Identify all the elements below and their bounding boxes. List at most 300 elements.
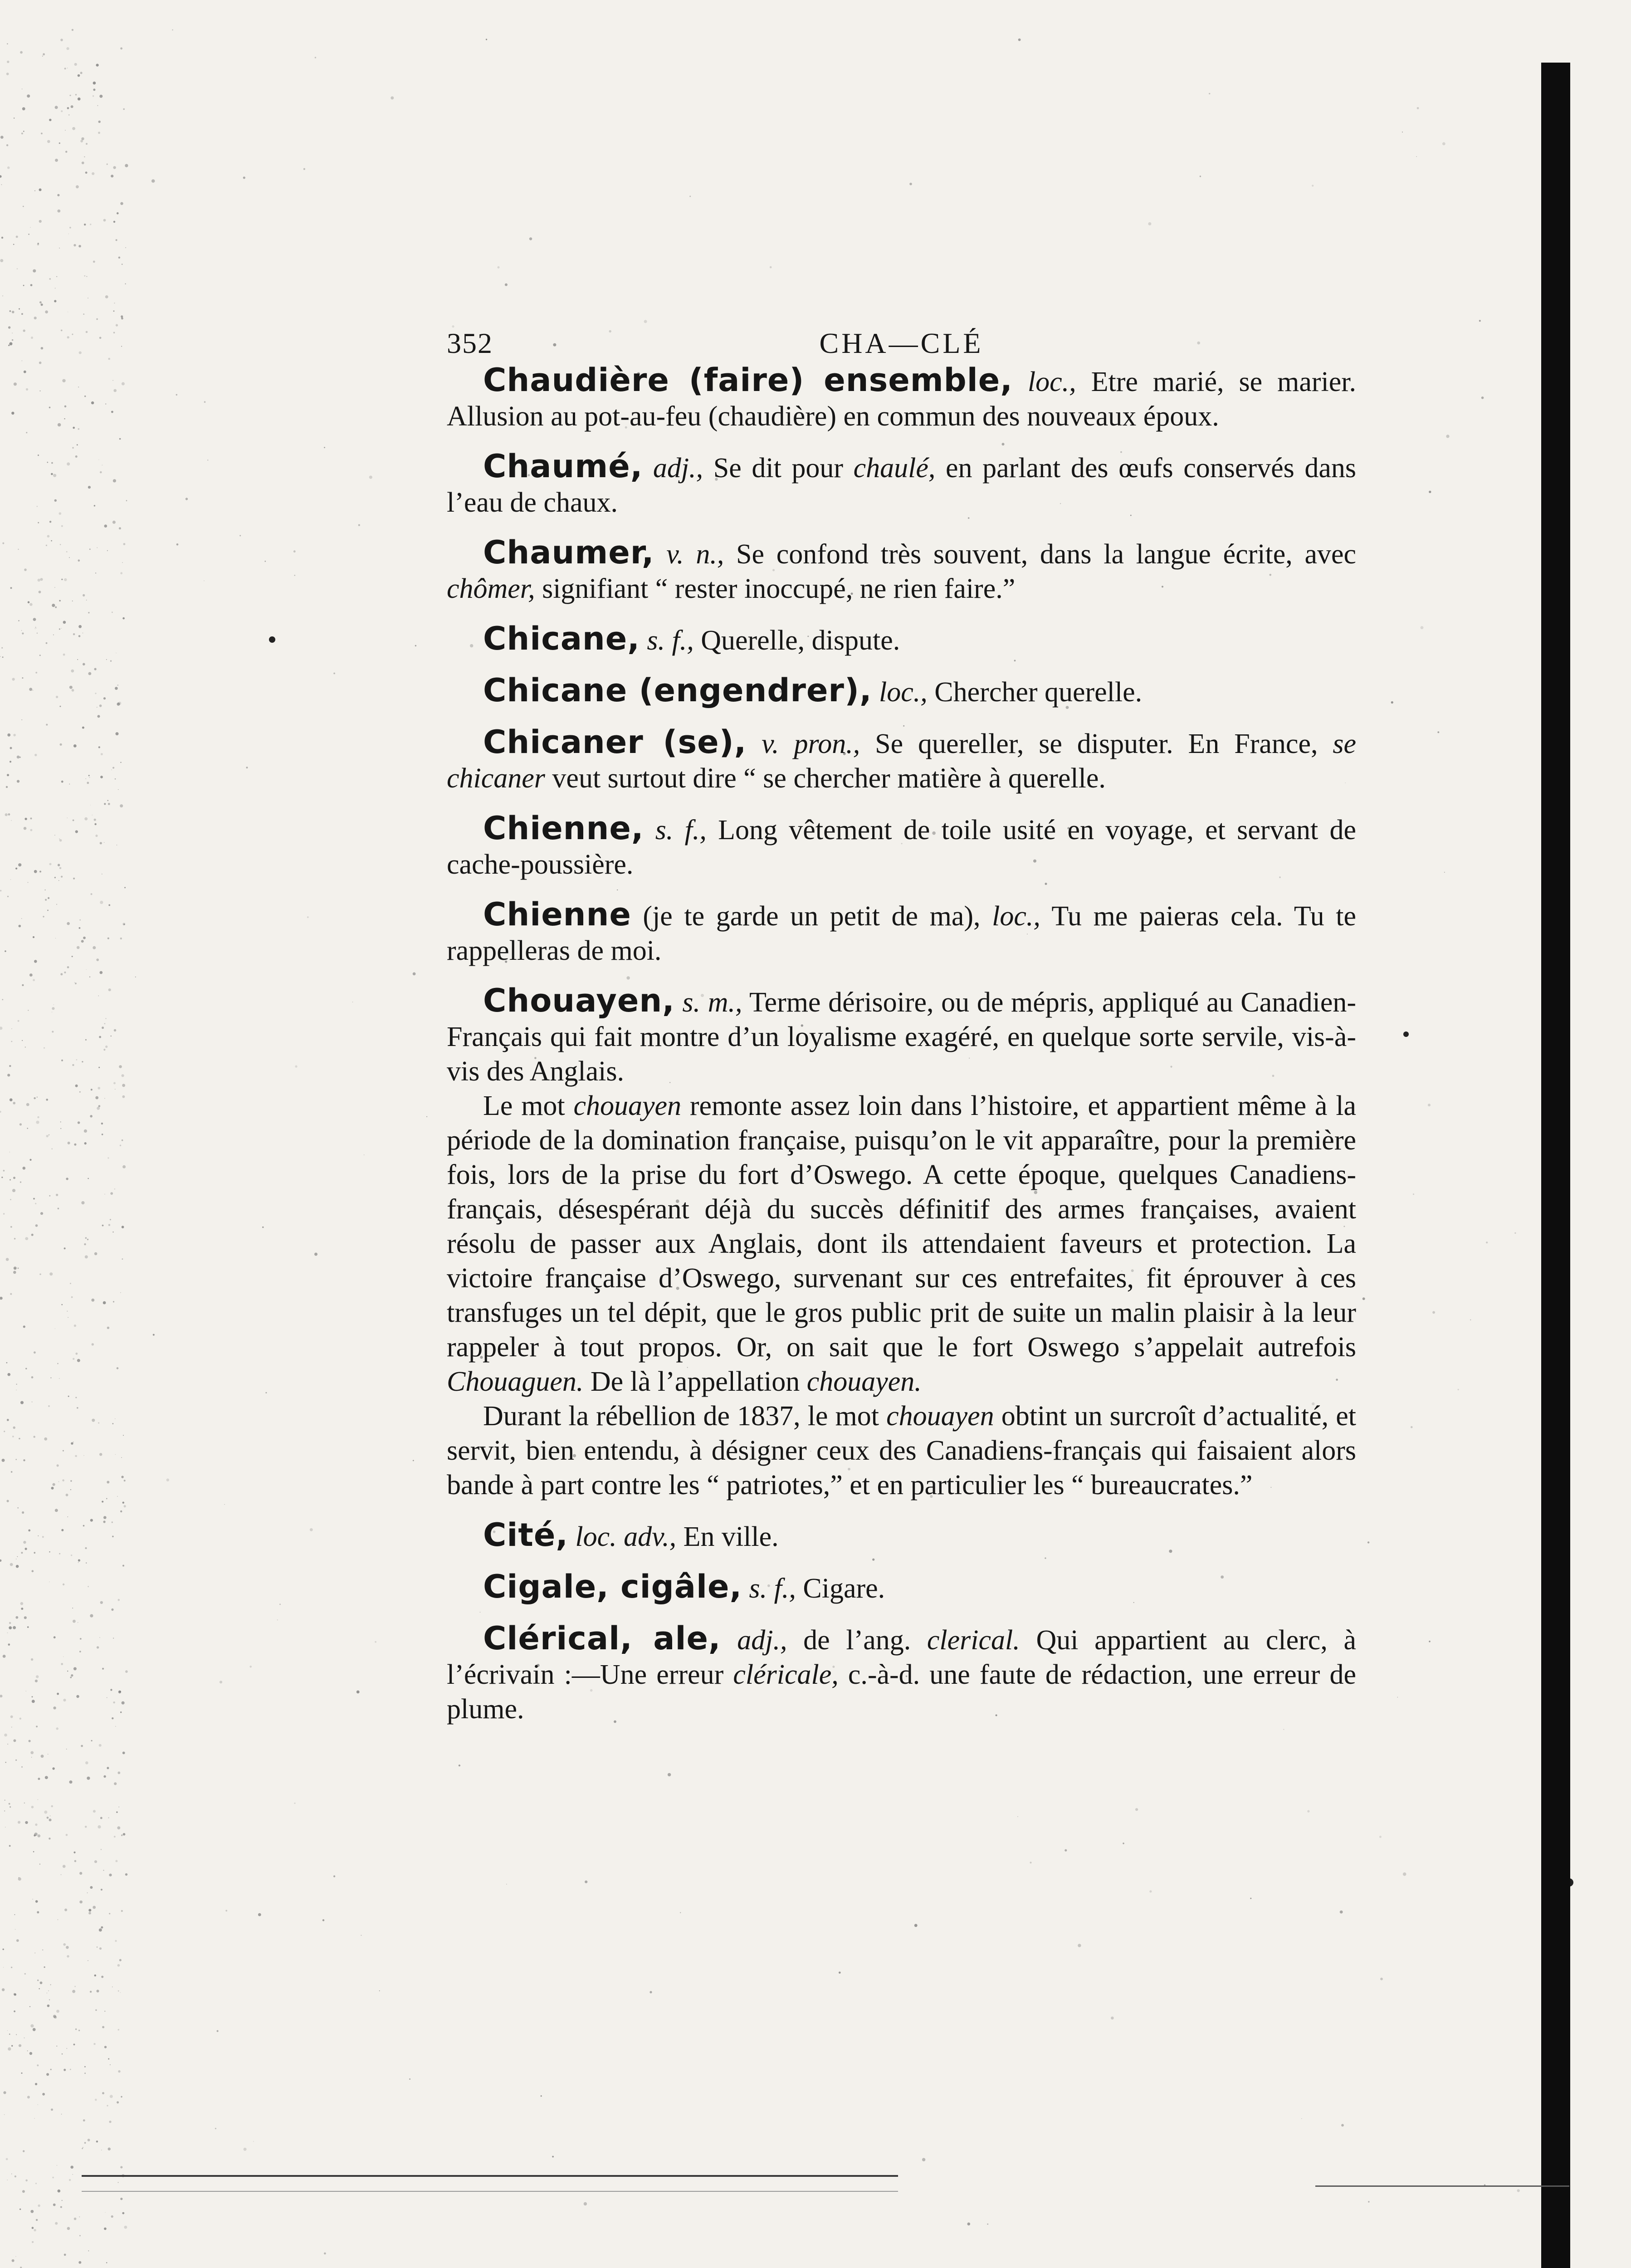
speckle — [121, 2096, 122, 2097]
speckle — [85, 1761, 88, 1765]
speckle — [914, 1924, 918, 1927]
paragraph-text: obtint un surcroît d’actualité, et servit, bien entendu, à désigner ceux des Canadiens-français qui faisaient alors bande à part contre les “ patriotes,” et en particulier les “ bureaucrates.” — [447, 1401, 1356, 1501]
speckle — [64, 578, 67, 581]
speckle — [72, 29, 73, 31]
speckle — [303, 168, 305, 170]
speckle — [2, 1459, 5, 1462]
speckle — [22, 107, 25, 110]
speckle — [104, 1023, 106, 1024]
speckle — [111, 2215, 113, 2218]
speckle — [10, 747, 12, 749]
speckle — [115, 1454, 116, 1455]
speckle — [369, 476, 372, 479]
speckle — [680, 1912, 681, 1913]
speckle — [22, 677, 23, 679]
speckle — [78, 74, 80, 77]
speckle — [49, 1195, 50, 1197]
speckle — [71, 1442, 73, 1445]
speckle — [36, 1121, 39, 1124]
entry-chicane-engendrer — [447, 673, 1356, 709]
speckle — [78, 625, 82, 628]
speckle — [79, 1091, 81, 1093]
speckle — [15, 1459, 17, 1460]
speckle — [21, 132, 23, 134]
speckle — [6, 786, 8, 788]
speckle — [39, 591, 41, 593]
speckle — [13, 1739, 16, 1742]
speckle — [253, 2141, 254, 2142]
speckle — [215, 2128, 216, 2129]
speckle — [38, 1535, 39, 1536]
speckle — [120, 2166, 122, 2168]
speckle — [135, 977, 136, 978]
speckle — [100, 901, 103, 904]
speckle — [119, 438, 121, 440]
speckle — [38, 1834, 41, 1838]
speckle — [122, 1084, 125, 1087]
speckle — [21, 719, 22, 720]
speckle — [108, 2147, 111, 2150]
speckle — [98, 715, 100, 718]
speckle — [19, 308, 20, 310]
speckle — [0, 656, 1, 657]
speckle — [38, 1778, 40, 1780]
speckle — [39, 220, 42, 223]
page-header — [447, 318, 1356, 363]
speckle — [41, 132, 43, 134]
speckle — [9, 342, 12, 345]
speckle — [153, 1334, 155, 1336]
speckle — [4, 1734, 7, 1737]
speckle — [49, 1999, 50, 2000]
speckle — [75, 830, 78, 833]
speckle — [1417, 107, 1419, 109]
speckle — [42, 2093, 45, 2096]
definition: Long vêtement de toile usité en voyage, et servant de cache-poussière. — [447, 815, 1356, 880]
speckle — [18, 549, 19, 550]
speckle — [89, 777, 90, 778]
speckle — [110, 660, 112, 662]
speckle — [77, 1359, 80, 1362]
speckle — [1123, 1843, 1124, 1844]
speckle — [18, 863, 21, 866]
speckle — [102, 2026, 104, 2028]
speckle — [107, 163, 108, 165]
speckle — [46, 1099, 48, 1101]
speckle — [89, 548, 91, 550]
speckle — [69, 784, 70, 785]
speckle — [110, 1192, 113, 1195]
speckle — [31, 1376, 34, 1378]
speckle — [34, 1097, 35, 1099]
speckle — [77, 444, 78, 445]
speckle — [46, 545, 47, 546]
speckle — [49, 119, 51, 121]
italic-term: cléricale, — [733, 1659, 839, 1690]
speckle — [1429, 1641, 1431, 1642]
speckle — [1209, 93, 1210, 94]
speckle — [50, 1984, 51, 1985]
headword: Chienne, — [483, 810, 644, 847]
definition: c.-à-d. une faute de rédaction, une erreur de plume. — [447, 1659, 1356, 1725]
speckle — [552, 2156, 554, 2158]
speckle — [95, 2009, 97, 2011]
grammar-label: v. pron., — [762, 728, 860, 759]
speckle — [92, 1419, 95, 1422]
speckle — [35, 1900, 38, 1903]
speckle — [50, 1815, 51, 1816]
speckle — [38, 522, 39, 523]
speckle — [35, 628, 36, 629]
speckle — [73, 744, 77, 748]
speckle — [186, 498, 188, 500]
speckle — [20, 1718, 21, 1720]
speckle — [358, 524, 360, 526]
speckle — [31, 1658, 33, 1661]
speckle — [63, 1450, 64, 1452]
speckle — [12, 2259, 15, 2262]
speckle — [89, 977, 90, 978]
speckle — [72, 956, 73, 957]
speckle — [1018, 39, 1021, 41]
speckle — [93, 82, 96, 85]
speckle — [1368, 2201, 1369, 2202]
speckle — [53, 1483, 55, 1486]
speckle — [34, 1552, 36, 1554]
speckle — [60, 39, 63, 41]
speckle — [118, 257, 120, 259]
speckle — [13, 1177, 15, 1179]
speckle — [1437, 731, 1439, 733]
speckle — [70, 2069, 71, 2070]
speckle — [71, 105, 73, 108]
speckle — [102, 1225, 104, 1227]
speckle — [74, 1986, 76, 1987]
speckle — [1149, 1890, 1152, 1892]
speckle — [66, 1494, 68, 1496]
bottom-rule — [82, 2175, 898, 2177]
speckle — [120, 2198, 122, 2200]
speckle — [69, 95, 71, 96]
speckle — [85, 1237, 87, 1239]
speckle — [94, 1860, 97, 1863]
speckle — [10, 761, 11, 763]
speckle — [8, 813, 10, 816]
speckle — [11, 412, 14, 415]
speckle — [96, 64, 99, 67]
speckle — [264, 561, 266, 562]
speckle — [176, 543, 179, 546]
speckle — [39, 655, 41, 656]
headword: Clérical, ale, — [483, 1620, 721, 1657]
speckle — [225, 1910, 227, 1911]
speckle — [55, 1509, 58, 1512]
speckle — [68, 1142, 70, 1144]
speckle — [75, 94, 77, 95]
speckle — [120, 938, 122, 939]
speckle — [7, 1074, 10, 1076]
speckle — [51, 1805, 53, 1808]
speckle — [97, 1646, 99, 1648]
speckle — [39, 1273, 41, 1275]
speckle — [4, 1431, 5, 1432]
speckle — [44, 1437, 47, 1441]
speckle — [47, 140, 50, 143]
speckle — [22, 632, 24, 634]
speckle — [93, 946, 96, 949]
speckle — [82, 632, 83, 633]
speckle — [24, 1973, 26, 1975]
speckle — [4, 2114, 5, 2115]
speckle — [118, 2070, 120, 2072]
speckle — [34, 1436, 35, 1437]
speckle — [34, 870, 37, 873]
speckle — [48, 1990, 49, 1991]
speckle — [76, 185, 79, 188]
speckle — [122, 1258, 123, 1260]
speckle — [55, 159, 58, 162]
speckle — [109, 2121, 111, 2123]
grammar-label: loc., — [1027, 367, 1076, 397]
speckle — [7, 774, 9, 776]
speckle — [107, 1157, 109, 1158]
speckle — [37, 1980, 39, 1981]
speckle — [84, 224, 86, 225]
speckle — [102, 1501, 103, 1503]
speckle — [1, 1177, 3, 1178]
speckle — [10, 1226, 12, 1228]
speckle — [116, 239, 117, 241]
speckle — [8, 326, 10, 328]
speckle — [59, 248, 60, 249]
speckle — [12, 1189, 15, 1192]
speckle — [93, 261, 95, 263]
page-number: 352 — [447, 327, 493, 359]
speckle — [84, 2072, 86, 2074]
speckle — [120, 202, 123, 205]
speckle — [279, 1603, 281, 1605]
speckle — [106, 1498, 107, 1500]
speckle — [4, 1810, 5, 1811]
speckle — [81, 1201, 84, 1204]
speckle — [1432, 1311, 1435, 1314]
speckle — [108, 904, 110, 906]
speckle — [413, 973, 416, 976]
speckle — [1391, 701, 1393, 704]
speckle — [39, 362, 42, 364]
speckle — [83, 937, 86, 939]
speckle — [1, 647, 3, 649]
speckle — [922, 2158, 925, 2161]
speckle — [17, 780, 20, 782]
speckle — [0, 1559, 1, 1562]
speckle — [1148, 222, 1151, 225]
entry-chicane — [447, 621, 1356, 658]
speckle — [100, 842, 102, 844]
speckle — [104, 2228, 107, 2230]
speckle — [118, 1691, 121, 1693]
speckle — [66, 2048, 67, 2049]
speckle — [23, 131, 24, 132]
speckle — [16, 236, 18, 238]
speckle — [94, 505, 95, 506]
speckle — [13, 734, 16, 737]
speckle — [17, 1507, 19, 1509]
speckle — [73, 2043, 75, 2045]
speckle — [71, 1296, 73, 1298]
speckle — [78, 428, 80, 430]
speckle — [391, 96, 394, 99]
speckle — [124, 2226, 127, 2229]
speckle — [7, 2030, 8, 2031]
speckle — [2, 295, 3, 296]
speckle — [120, 1145, 121, 1146]
speckle — [1421, 626, 1424, 629]
speckle — [5, 1762, 6, 1763]
speckle — [105, 1018, 106, 1019]
speckle — [102, 1134, 103, 1135]
speckle — [100, 471, 102, 474]
speckle — [3, 1967, 4, 1968]
speckle — [32, 2241, 34, 2243]
speckle — [47, 2004, 50, 2007]
speckle — [54, 1636, 56, 1638]
speckle — [51, 2108, 53, 2111]
speckle — [61, 781, 63, 783]
speckle — [75, 455, 78, 458]
speckle — [111, 411, 113, 413]
speckle — [121, 318, 123, 320]
speckle — [239, 535, 241, 536]
speckle — [117, 684, 118, 686]
speckle — [27, 2050, 28, 2051]
speckle — [98, 132, 100, 134]
bottom-rule-right — [1315, 2185, 1569, 2187]
speckle — [75, 982, 77, 984]
speckle — [67, 107, 69, 109]
speckle — [113, 332, 115, 334]
speckle — [121, 315, 123, 318]
speckle — [8, 345, 10, 346]
speckle — [6, 1258, 9, 1261]
speckle — [1367, 1541, 1369, 1543]
speckle — [97, 1990, 99, 1993]
speckle — [24, 818, 27, 820]
speckle — [113, 221, 115, 223]
speckle — [35, 1224, 38, 1227]
speckle — [110, 1689, 112, 1691]
definition: Chercher querelle. — [927, 677, 1143, 708]
speckle — [68, 1396, 69, 1397]
speckle — [277, 1619, 278, 1620]
speckle — [27, 1626, 29, 1628]
speckle — [217, 2030, 219, 2032]
speckle — [120, 1711, 122, 1713]
speckle — [74, 1325, 76, 1327]
speckle — [88, 612, 89, 613]
speckle — [70, 2165, 73, 2169]
speckle — [59, 839, 60, 840]
speckle — [7, 896, 9, 897]
speckle — [7, 43, 8, 44]
speckle — [32, 1402, 33, 1403]
speckle — [83, 313, 84, 315]
speckle — [33, 979, 35, 981]
speckle — [87, 1239, 88, 1240]
speckle — [39, 1988, 40, 1989]
speckle — [315, 57, 316, 58]
speckle — [111, 175, 113, 177]
speckle — [379, 1990, 380, 1991]
speckle — [1444, 872, 1445, 873]
speckle — [19, 1438, 20, 1440]
speckle — [48, 1754, 49, 1755]
speckle — [78, 635, 81, 637]
headword: Chouayen, — [483, 982, 675, 1019]
italic-term: chouayen — [573, 1090, 682, 1121]
speckle — [62, 1479, 64, 1481]
speckle — [64, 406, 67, 408]
speckle — [118, 702, 122, 705]
paragraph-text: Le mot — [483, 1090, 574, 1121]
speckle — [43, 53, 45, 55]
speckle — [72, 127, 75, 130]
speckle — [3, 2091, 6, 2094]
speckle — [67, 2227, 70, 2230]
speckle — [53, 474, 56, 477]
speckle — [84, 2066, 86, 2068]
speckle — [27, 2096, 30, 2098]
speckle — [108, 358, 110, 360]
speckle — [73, 1852, 75, 1853]
speckle — [122, 1565, 124, 1567]
speckle — [31, 337, 33, 339]
speckle — [59, 839, 62, 842]
speckle — [10, 587, 12, 589]
speckle — [78, 2030, 80, 2031]
speckle — [86, 1563, 87, 1564]
speckle — [34, 960, 37, 963]
speckle — [96, 958, 99, 961]
speckle — [12, 339, 13, 341]
speckle — [35, 672, 37, 674]
speckle — [108, 2058, 109, 2060]
speckle — [486, 39, 487, 40]
speckle — [126, 500, 127, 501]
speckle — [93, 1906, 96, 1909]
speckle — [113, 1701, 115, 1703]
speckle — [82, 1061, 83, 1062]
speckle — [66, 47, 69, 50]
entry-chaudiere — [447, 363, 1356, 434]
speckle — [57, 1363, 59, 1364]
speckle — [84, 275, 85, 277]
speckle — [9, 2033, 10, 2035]
speckle — [94, 819, 96, 821]
speckle — [98, 121, 101, 123]
speckle — [1, 237, 3, 239]
speckle — [116, 1811, 117, 1813]
speckle — [17, 268, 18, 269]
speckle — [115, 1860, 117, 1862]
speckle — [324, 447, 325, 448]
speckle — [333, 673, 335, 675]
speckle — [51, 462, 53, 464]
speckle — [36, 1675, 39, 1678]
speckle — [101, 753, 103, 755]
speckle — [23, 1167, 26, 1170]
speckle — [15, 2256, 16, 2257]
